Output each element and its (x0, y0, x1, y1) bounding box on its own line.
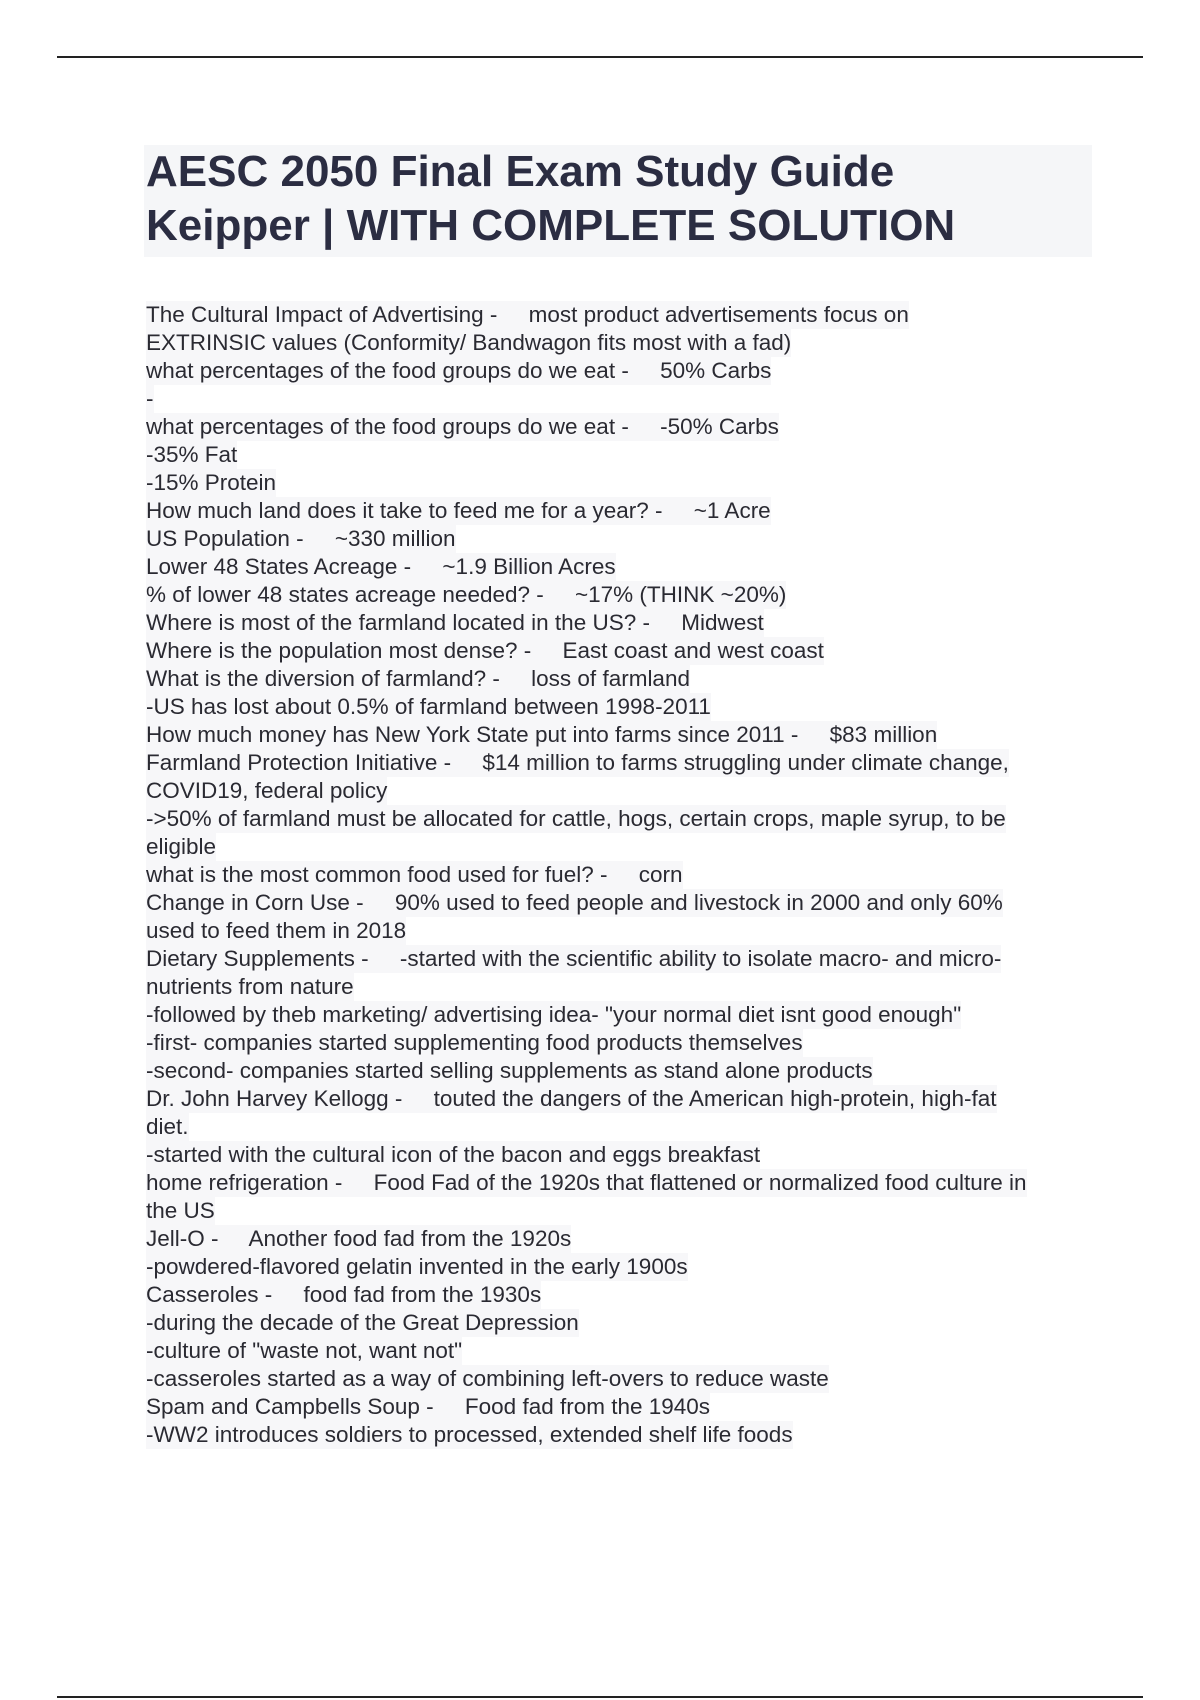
text-line: Dr. John Harvey Kellogg - touted the dangers of the American high-protein, high-fat (146, 1086, 997, 1111)
text-line: - (146, 386, 154, 411)
text-line: used to feed them in 2018 (146, 918, 407, 943)
text-line: ->50% of farmland must be allocated for cattle, hogs, certain crops, maple syrup, to be (146, 806, 1006, 831)
text-line: Jell-O - Another food fad from the 1920s (146, 1226, 572, 1251)
text-line: -first- companies started supplementing food products themselves (146, 1030, 803, 1055)
top-divider (57, 56, 1143, 58)
text-line: the US (146, 1198, 215, 1223)
text-line: Where is most of the farmland located in the US? - Midwest (146, 610, 764, 635)
text-line: Casseroles - food fad from the 1930s (146, 1282, 542, 1307)
text-line: Change in Corn Use - 90% used to feed people and livestock in 2000 and only 60% (146, 890, 1003, 915)
text-line: What is the diversion of farmland? - loss of farmland (146, 666, 690, 691)
text-line: -US has lost about 0.5% of farmland between 1998-2011 (146, 694, 711, 719)
text-line: -15% Protein (146, 470, 277, 495)
text-line: % of lower 48 states acreage needed? - ~17% (THINK ~20%) (146, 582, 787, 607)
text-line: -culture of "waste not, want not" (146, 1338, 463, 1363)
text-line: -WW2 introduces soldiers to processed, extended shelf life foods (146, 1422, 793, 1447)
text-line: Dietary Supplements - -started with the scientific ability to isolate macro- and micro- (146, 946, 1002, 971)
text-line: Farmland Protection Initiative - $14 million to farms struggling under climate change, (146, 750, 1009, 775)
text-line: COVID19, federal policy (146, 778, 388, 803)
document-title (144, 145, 1092, 257)
text-line: US Population - ~330 million (146, 526, 456, 551)
text-line: -35% Fat (146, 442, 238, 467)
study-guide-body (146, 301, 1096, 1449)
text-line: -powdered-flavored gelatin invented in the early 1900s (146, 1254, 688, 1279)
text-line: what percentages of the food groups do we eat - 50% Carbs (146, 358, 772, 383)
text-line: -started with the cultural icon of the bacon and eggs breakfast (146, 1142, 761, 1167)
title-line-2: Keipper | WITH COMPLETE SOLUTION (146, 201, 956, 250)
text-line: -during the decade of the Great Depression (146, 1310, 579, 1335)
text-line: -followed by theb marketing/ advertising idea- "your normal diet isnt good enough" (146, 1002, 962, 1027)
text-line: Where is the population most dense? - East coast and west coast (146, 638, 824, 663)
text-line: home refrigeration - Food Fad of the 1920s that flattened or normalized food culture in (146, 1170, 1027, 1195)
text-line: The Cultural Impact of Advertising - most product advertisements focus on (146, 302, 909, 327)
text-line: -casseroles started as a way of combining left-overs to reduce waste (146, 1366, 829, 1391)
text-line: How much money has New York State put into farms since 2011 - $83 million (146, 722, 938, 747)
text-line: -second- companies started selling supplements as stand alone products (146, 1058, 873, 1083)
text-line: what is the most common food used for fuel? - corn (146, 862, 683, 887)
text-line: eligible (146, 834, 217, 859)
text-line: How much land does it take to feed me for a year? - ~1 Acre (146, 498, 771, 523)
text-line: what percentages of the food groups do we eat - -50% Carbs (146, 414, 779, 439)
text-line: nutrients from nature (146, 974, 354, 999)
title-line-1: AESC 2050 Final Exam Study Guide (146, 147, 895, 196)
text-line: Lower 48 States Acreage - ~1.9 Billion Acres (146, 554, 616, 579)
bottom-divider (57, 1696, 1143, 1698)
text-line: EXTRINSIC values (Conformity/ Bandwagon fits most with a fad) (146, 330, 792, 355)
text-line: diet. (146, 1114, 189, 1139)
text-line: Spam and Campbells Soup - Food fad from the 1940s (146, 1394, 711, 1419)
